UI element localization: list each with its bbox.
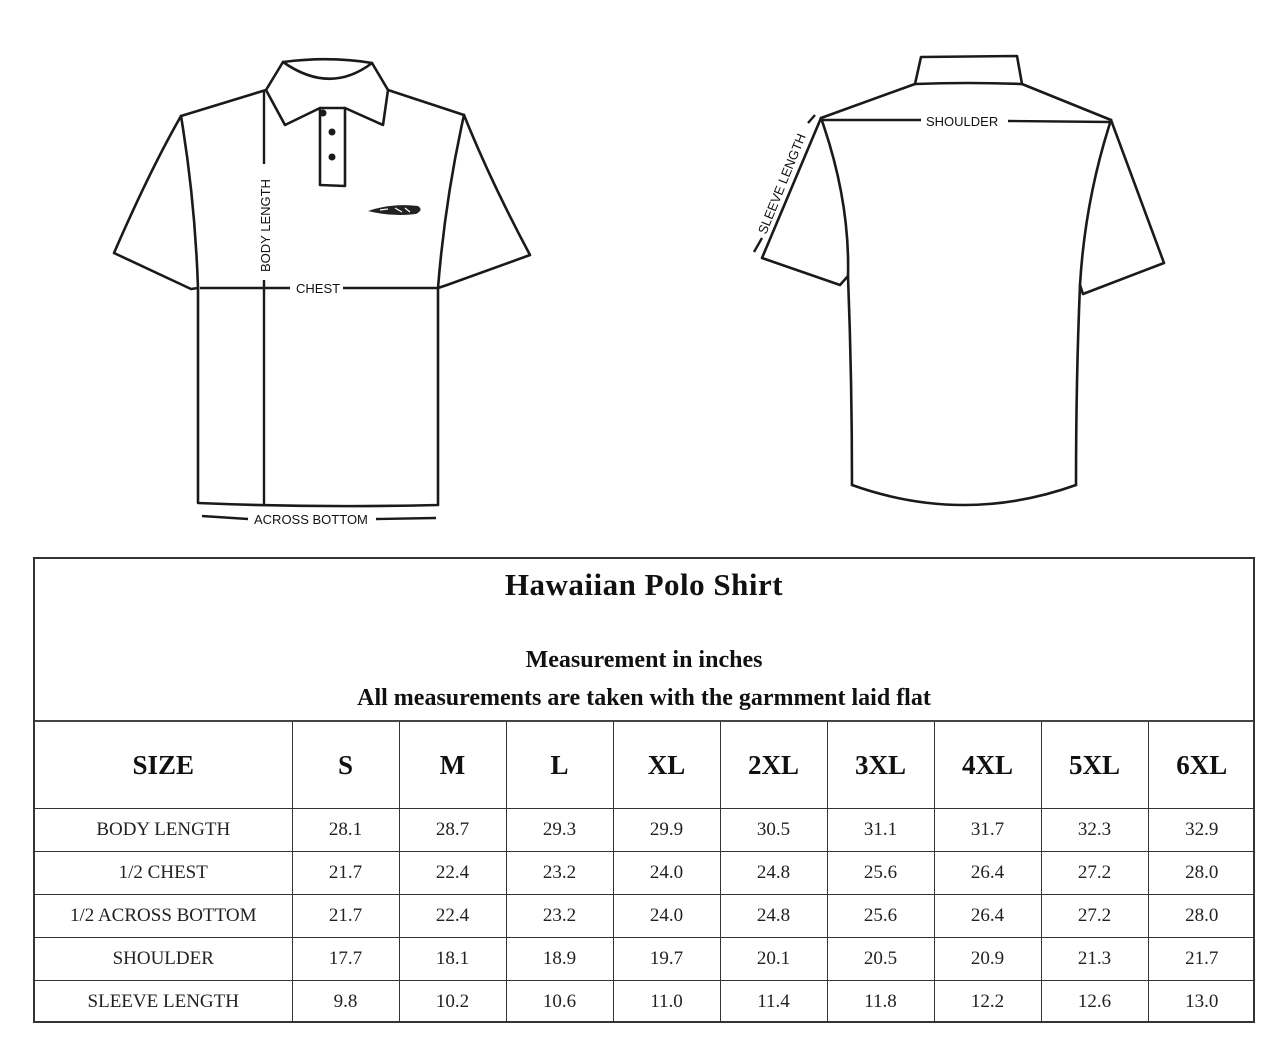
table-cell: 31.1	[827, 809, 934, 852]
body-length-label: BODY LENGTH	[258, 179, 273, 272]
table-cell: 28.1	[292, 809, 399, 852]
sleeve-length-label: SLEEVE LENGTH	[754, 131, 809, 237]
header-3xl: 3XL	[827, 722, 934, 809]
chart-note: All measurements are taken with the garmment laid flat	[357, 685, 931, 711]
table-cell: 10.6	[506, 981, 613, 1024]
table-row-shoulder	[35, 938, 1255, 981]
table-cell: 20.5	[827, 938, 934, 981]
header-4xl: 4XL	[934, 722, 1041, 809]
table-row-sleeve-length	[35, 981, 1255, 1024]
table-cell: 24.8	[720, 895, 827, 938]
table-cell: 12.6	[1041, 981, 1148, 1024]
table-cell: 32.9	[1148, 809, 1255, 852]
table-cell: 10.2	[399, 981, 506, 1024]
table-cell: 11.8	[827, 981, 934, 1024]
chest-label: CHEST	[296, 281, 341, 296]
table-cell: 21.3	[1041, 938, 1148, 981]
header-xl: XL	[613, 722, 720, 809]
header-s: S	[292, 722, 399, 809]
table-cell: 26.4	[934, 895, 1041, 938]
header-6xl: 6XL	[1148, 722, 1255, 809]
table-cell: 24.0	[613, 895, 720, 938]
header-5xl: 5XL	[1041, 722, 1148, 809]
table-cell: 11.0	[613, 981, 720, 1024]
row-label: 1/2 ACROSS BOTTOM	[35, 895, 292, 938]
header-2xl: 2XL	[720, 722, 827, 809]
table-cell: 12.2	[934, 981, 1041, 1024]
table-cell: 21.7	[1148, 938, 1255, 981]
table-cell: 18.9	[506, 938, 613, 981]
size-table	[35, 722, 1255, 1023]
table-row-half-across-bottom	[35, 895, 1255, 938]
table-cell: 27.2	[1041, 852, 1148, 895]
table-cell: 28.0	[1148, 852, 1255, 895]
header-l: L	[506, 722, 613, 809]
table-cell: 29.9	[613, 809, 720, 852]
table-cell: 9.8	[292, 981, 399, 1024]
chart-subtitle: Measurement in inches	[525, 647, 763, 673]
table-cell: 25.6	[827, 852, 934, 895]
table-cell: 17.7	[292, 938, 399, 981]
table-cell: 23.2	[506, 895, 613, 938]
table-cell: 30.5	[720, 809, 827, 852]
table-cell: 32.3	[1041, 809, 1148, 852]
table-cell: 20.1	[720, 938, 827, 981]
row-label: SHOULDER	[35, 938, 292, 981]
shoulder-label: SHOULDER	[926, 114, 999, 129]
table-cell: 19.7	[613, 938, 720, 981]
across-bottom-label: ACROSS BOTTOM	[254, 512, 368, 527]
table-cell: 23.2	[506, 852, 613, 895]
table-cell: 28.0	[1148, 895, 1255, 938]
table-cell: 21.7	[292, 852, 399, 895]
table-cell: 22.4	[399, 895, 506, 938]
table-row-body-length	[35, 809, 1255, 852]
chart-title: Hawaiian Polo Shirt	[504, 567, 784, 602]
table-cell: 24.0	[613, 852, 720, 895]
table-cell: 25.6	[827, 895, 934, 938]
table-cell: 29.3	[506, 809, 613, 852]
size-chart	[33, 557, 1255, 1023]
table-cell: 24.8	[720, 852, 827, 895]
row-label: 1/2 CHEST	[35, 852, 292, 895]
table-cell: 31.7	[934, 809, 1041, 852]
size-header-row	[35, 722, 1255, 809]
back-measure-lines	[754, 115, 1111, 252]
brand-logo-icon	[368, 205, 421, 215]
table-cell: 28.7	[399, 809, 506, 852]
table-cell: 27.2	[1041, 895, 1148, 938]
table-cell: 11.4	[720, 981, 827, 1024]
row-label: BODY LENGTH	[35, 809, 292, 852]
table-cell: 13.0	[1148, 981, 1255, 1024]
table-row-half-chest	[35, 852, 1255, 895]
polo-buttons-icon	[320, 110, 336, 161]
size-chart-header	[35, 559, 1253, 722]
header-size: SIZE	[35, 722, 292, 809]
row-label: SLEEVE LENGTH	[35, 981, 292, 1024]
table-cell: 21.7	[292, 895, 399, 938]
table-cell: 26.4	[934, 852, 1041, 895]
header-m: M	[399, 722, 506, 809]
table-cell: 20.9	[934, 938, 1041, 981]
table-cell: 18.1	[399, 938, 506, 981]
table-cell: 22.4	[399, 852, 506, 895]
